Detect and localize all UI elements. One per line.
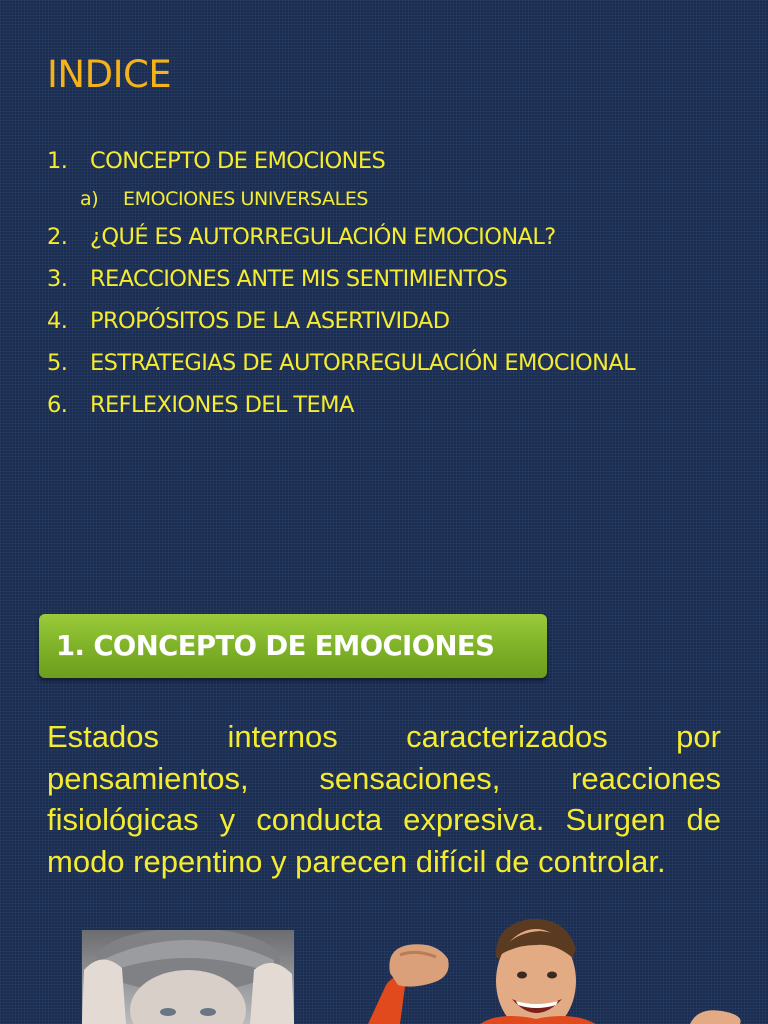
toc-item-label: ESTRATEGIAS DE AUTORREGULACIÓN EMOCIONAL — [90, 350, 636, 376]
toc-item-6 — [47, 384, 747, 426]
toc-item-label: REACCIONES ANTE MIS SENTIMIENTOS — [90, 266, 508, 292]
page-title: INDICE — [47, 53, 172, 96]
toc-item-number: 1. — [47, 148, 68, 174]
toc-item-5 — [47, 342, 747, 384]
toc-subitem-label: EMOCIONES UNIVERSALES — [123, 188, 369, 210]
toc-subitem-marker: a) — [80, 188, 99, 210]
toc-item-label: ¿QUÉ ES AUTORREGULACIÓN EMOCIONAL? — [90, 224, 556, 250]
toc-item-4 — [47, 300, 747, 342]
toc-item-1 — [47, 140, 747, 182]
photo-excited-man-illustration — [360, 915, 768, 1024]
section-header: 1. CONCEPTO DE EMOCIONES — [39, 614, 547, 678]
toc-item-label: CONCEPTO DE EMOCIONES — [90, 148, 386, 174]
toc-item-2 — [47, 216, 747, 258]
toc-item-label: REFLEXIONES DEL TEMA — [90, 392, 354, 418]
toc-item-number: 6. — [47, 392, 68, 418]
toc-item-number: 5. — [47, 350, 68, 376]
photo-girl-with-hat-illustration — [82, 930, 294, 1024]
toc-item-number: 2. — [47, 224, 68, 250]
photo-girl-with-hat — [82, 930, 294, 1024]
toc-item-number: 3. — [47, 266, 68, 292]
definition-paragraph: Estados internos caracterizados por pensamientos, sensaciones, reacciones fisiológicas y conducta expresiva. Surgen de modo repentino y parecen difícil de controlar. — [47, 719, 721, 879]
toc-item-label: PROPÓSITOS DE LA ASERTIVIDAD — [90, 308, 450, 334]
photo-excited-man — [360, 915, 768, 1024]
toc-item-number: 4. — [47, 308, 68, 334]
toc-subitem-a — [47, 182, 747, 216]
toc-item-3 — [47, 258, 747, 300]
table-of-contents — [47, 140, 747, 426]
